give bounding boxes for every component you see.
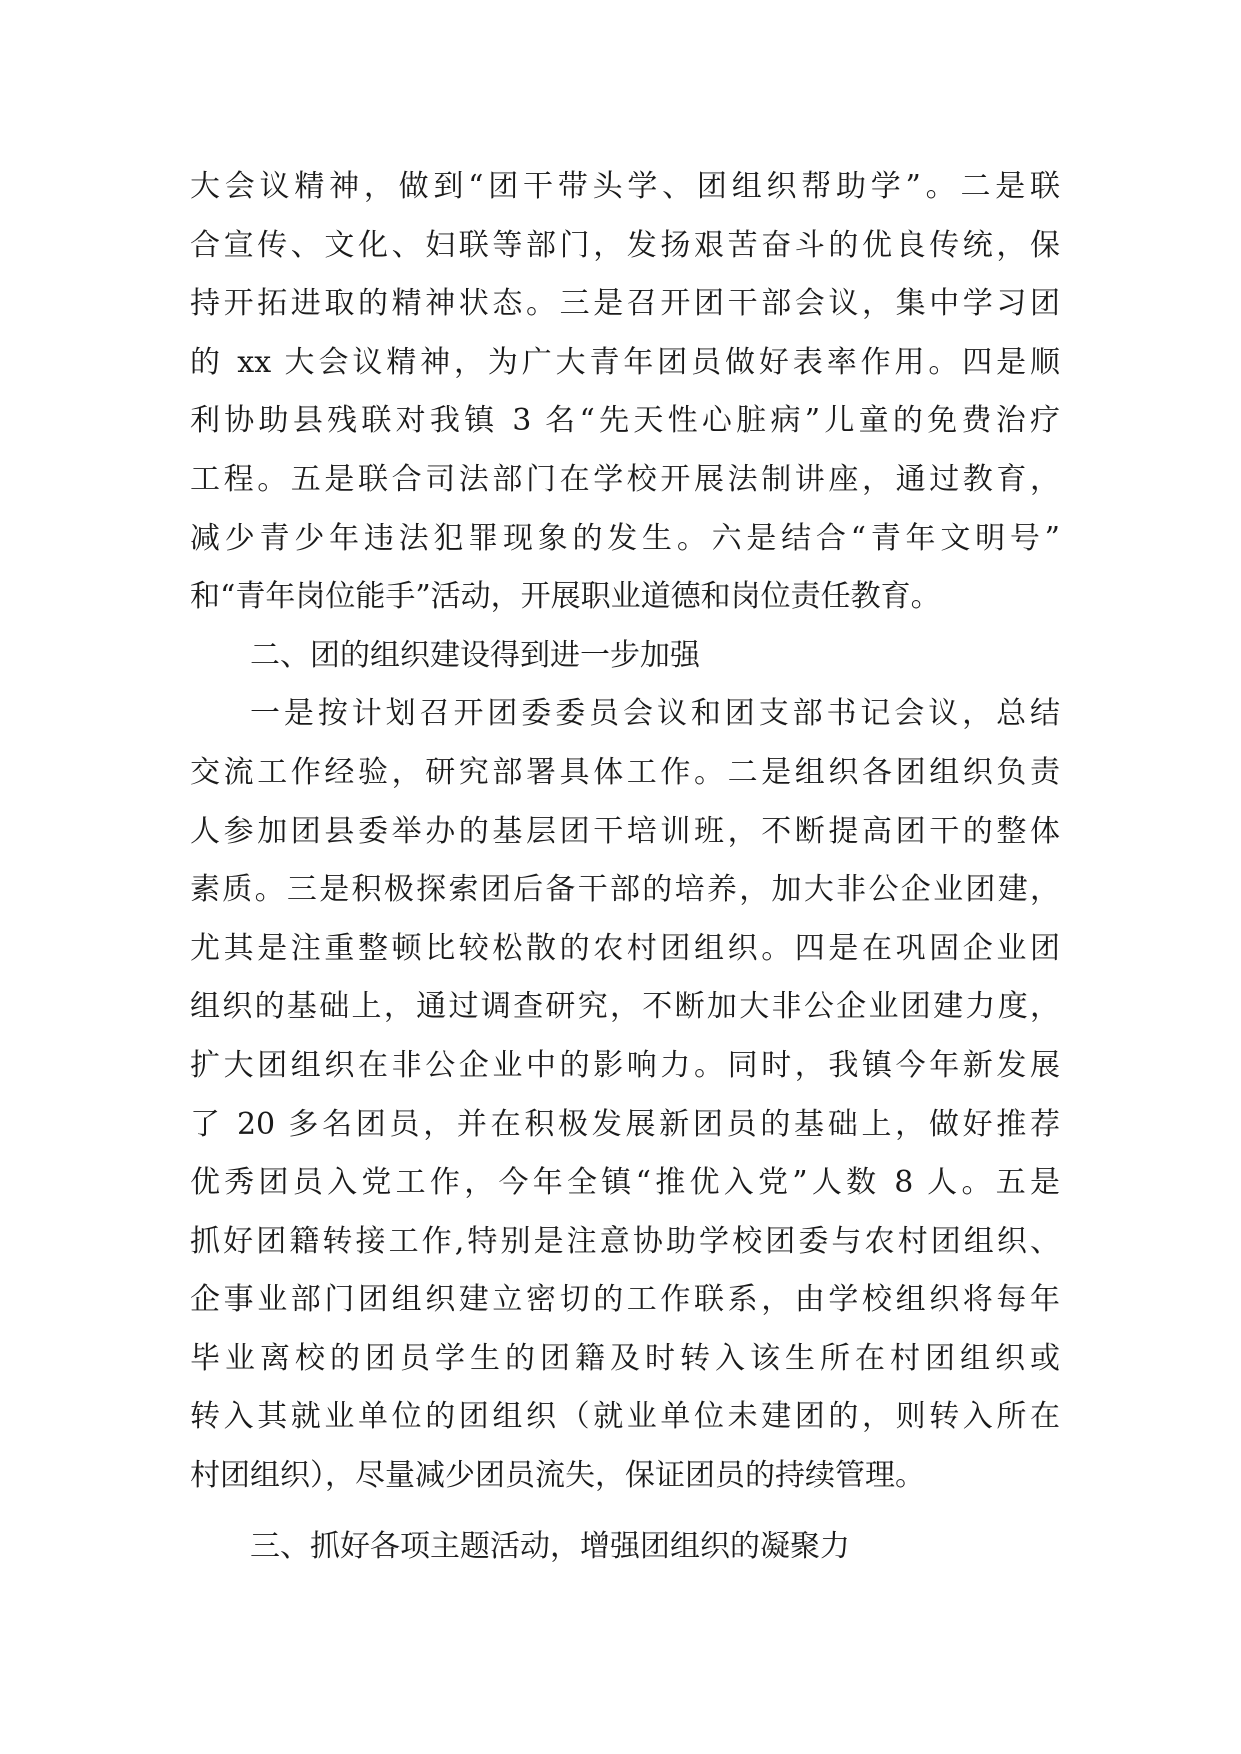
section-heading: 三、抓好各项主题活动，增强团组织的凝聚力	[250, 1528, 850, 1564]
section-heading: 二、团的组织建设得到进一步加强	[250, 637, 700, 673]
text-line: 企事业部门团组织建立密切的工作联系，由学校组织将每年	[190, 1282, 1060, 1318]
text-line: 交流工作经验，研究部署具体工作。二是组织各团组织负责	[190, 754, 1060, 790]
text-line: 持开拓进取的精神状态。三是召开团干部会议，集中学习团	[190, 286, 1060, 322]
paragraph-body	[190, 685, 1060, 1505]
text-line: 组织的基础上，通过调查研究，不断加大非公企业团建力度，	[190, 989, 1060, 1025]
text-line: 工程。五是联合司法部门在学校开展法制讲座，通过教育，	[190, 461, 1060, 497]
text-line: 扩大团组织在非公企业中的影响力。同时，我镇今年新发展	[190, 1047, 1060, 1083]
text-line: 和“青年岗位能手”活动，开展职业道德和岗位责任教育。	[190, 579, 941, 615]
text-line: 利协助县残联对我镇 3 名“先天性心脏病”儿童的免费治疗	[190, 403, 1060, 439]
text-line: 大会议精神，做到“团干带头学、团组织帮助学”。二是联	[190, 169, 1060, 204]
document-body	[190, 158, 1060, 1576]
text-line: 转入其就业单位的团组织（就业单位未建团的，则转入所在	[190, 1399, 1060, 1435]
text-line: 一是按计划召开团委委员会议和团支部书记会议，总结	[250, 696, 1060, 732]
text-line: 村团组织），尽量减少团员流失，保证团员的持续管理。	[190, 1458, 925, 1494]
text-line: 毕业离校的团员学生的团籍及时转入该生所在村团组织或	[190, 1340, 1060, 1376]
paragraph-spacer	[190, 1506, 1060, 1518]
text-line: 优秀团员入党工作，今年全镇“推优入党”人数 8 人。五是	[190, 1165, 1060, 1201]
text-line: 减少青少年违法犯罪现象的发生。六是结合“青年文明号”	[190, 520, 1060, 556]
paragraph-continuation	[190, 158, 1060, 627]
text-line: 了 20 多名团员，并在积极发展新团员的基础上，做好推荐	[190, 1106, 1060, 1142]
text-line: 抓好团籍转接工作,特别是注意协助学校团委与农村团组织、	[190, 1223, 1060, 1259]
text-line: 合宣传、文化、妇联等部门，发扬艰苦奋斗的优良传统，保	[190, 227, 1060, 263]
text-line: 的 xx 大会议精神，为广大青年团员做好表率作用。四是顺	[190, 344, 1060, 380]
text-line: 人参加团县委举办的基层团干培训班，不断提高团干的整体	[190, 813, 1060, 849]
text-line: 尤其是注重整顿比较松散的农村团组织。四是在巩固企业团	[190, 930, 1060, 966]
text-line: 素质。三是积极探索团后备干部的培养，加大非公企业团建，	[190, 872, 1060, 908]
